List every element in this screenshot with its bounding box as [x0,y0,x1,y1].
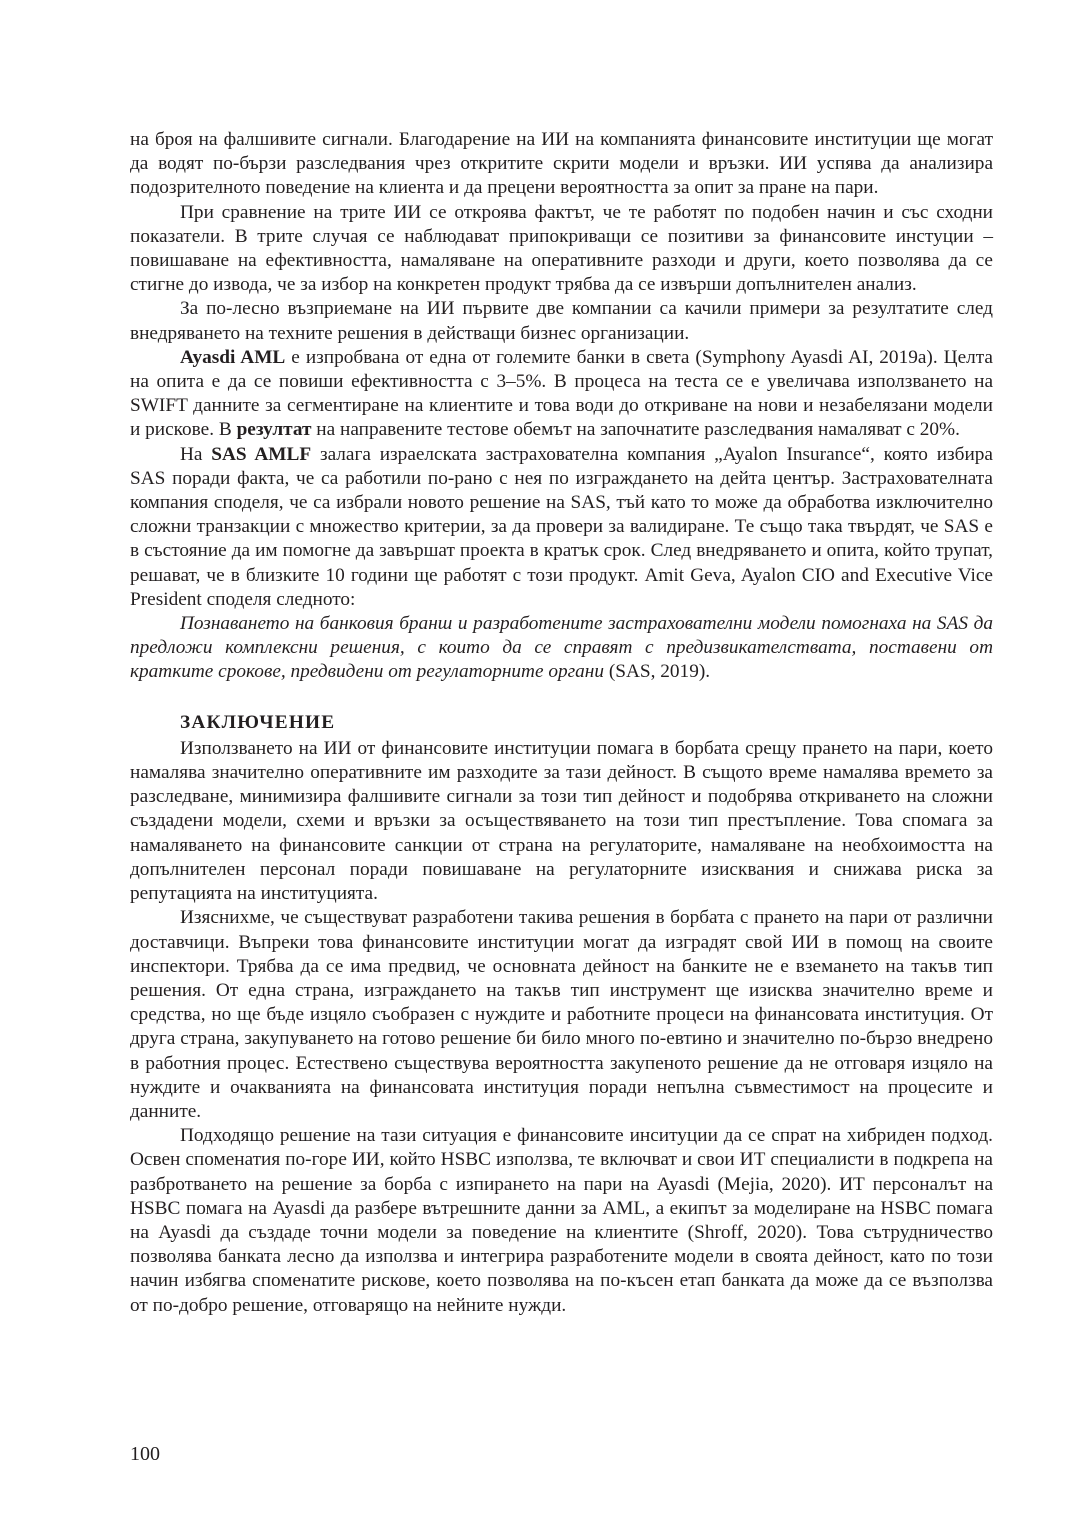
paragraph-sas [130,443,993,612]
page-number: 100 [130,1443,160,1465]
ayasdi-text-1: е изпробвана от една от големите банки в света (Symphony Ayasdi AI, 2019a). Целта на опита е да се повиши ефективността с 3–5%. В процеса на теста се е увеличава използването на SWIFT данните за сегментиране на клиентите и това води до откриване на нови и незабелязани модели и рискове. В [130,346,993,441]
paragraph-conclusion-2: Изяснихме, че съществуват разработени такива решения в борбата с прането на пари от различни доставчици. Въпреки това финансовите институции могат да изградят свой ИИ в помощ на своите инспектори. Трябва да се има предвид, че основната дейност на банките не е вземането на такъв тип решения. От една страна, изграждането на такъв тип инструмент ще изисква значително време и средства, но ще бъде изцяло съобразен с нуждите и работните процеси на финансовата институция. От друга страна, закупуването на готово решение би било много по-евтино и значително по-бързо внедрено в работния процес. Естествено съществува вероятността закупеното решение да не отговаря изцяло на нуждите и очакванията на финансовата институция поради непълна съвместимост на процесите и данните. [130,907,993,1122]
paragraph-conclusion-1: Използването на ИИ от финансовите институции помага в борбата срещу прането на пари, което намалява значително оперативните им разходите за тази дейност. В същото време намалява времето за разследване, минимизира фалшивите сигнали за този тип дейност и подобрява откриването на сложни създадени модели, схеми и връзки за осъществяването на този тип престъпление. Това спомага за намаляването на финансовите санкции от страна на регулаторите, намаляване на необхоимостта на допълнителен персонал поради повишаване на регулаторните изисквания и снижава риска за репутацията на институцията. [130,737,993,905]
page-body [130,128,993,1318]
paragraph-ayasdi [130,346,993,443]
quote-paragraph [130,612,993,685]
ayasdi-name: Ayasdi AML [180,346,286,368]
sas-prefix: На [180,443,212,465]
paragraph-conclusion-3: Подходящо решение на тази ситуация е финансовите инситуции да се спрат на хибриден подход. Освен споменатия по-горе ИИ, който HSBC използва, те включват и свои ИТ специалисти в подкрепа на разбротването на решение за борба с изпирането на пари на Ayasdi (Mejia, 2020). ИТ персоналът на HSBC помага на Ayasdi да разбере вътрешните данни за AML, а екипът за моделиране на HSBC помага на Ayasdi да създаде точни модели за поведение на клиентите (Shroff, 2020). Това сътрудничество позволява банката лесно да използва и интегрира разработените модели в своята дейност, като по този начин избягва споменатите рискове, което позволява на по-късен етап банката да може да се възползва от по-добро решение, отговарящо на нейните нужди. [130,1125,993,1316]
quote-citation: (SAS, 2019). [604,661,711,683]
ayasdi-text-2: на направените тестове обемът на започнатите разследвания намаляват с 20%. [311,419,960,441]
sas-name: SAS AMLF [211,443,312,465]
ayasdi-bold-word: резултат [236,419,312,441]
section-heading: ЗАКЛЮЧЕНИЕ [180,711,336,733]
quote-text: Познаването на банковия бранш и разработените застрахователни модели помогнаха на SAS да предложи комплексни решения, с които да се справят с предизвикателствата, поставени от кратките срокове, предвидени от регулаторните органи [130,613,993,683]
paragraph-1: на броя на фалшивите сигнали. Благодарение на ИИ на компанията финансовите институции ще могат да водят по-бързи разследвания чрез откритите скрити модели и връзки. ИИ успява да анализира подозрителното поведение на клиента и да прецени вероятността за опит за пране на пари. [130,129,993,199]
paragraph-3: За по-лесно възприемане на ИИ първите две компании са качили примери за резултатите след внедряването на техните решения в действащи бизнес организации. [130,298,993,344]
sas-text: залага израелската застрахователна компания „Ayalon Insurance“, която избира SAS поради факта, че са работили по-рано с нея по изграждането на дейта център. Застрахователната компания споделя, че са избрали новото решение на SAS, тъй като то може да обработва изключително сложни транзакции с множество критерии, за да провери за валидиране. Те също така твърдят, че SAS е в състояние да им помогне да завършат проекта в кратък срок. След внедряването и опита, който трупат, решават, че в близките 10 години ще работят с този продукт. Amit Geva, Ayalon CIO and Executive Vice President споделя следното: [130,443,993,610]
paragraph-2: При сравнение на трите ИИ се откроява фактът, че те работят по подобен начин и със сходни показатели. В трите случая се наблюдават припокриващи се позитиви за финансовите инстуции – повишаване на ефективността, намаляване на оперативните разходи и други, което позволява да се стигне до извода, че за избор на конкретен продукт трябва да се извърши допълнителен анализ. [130,201,993,296]
